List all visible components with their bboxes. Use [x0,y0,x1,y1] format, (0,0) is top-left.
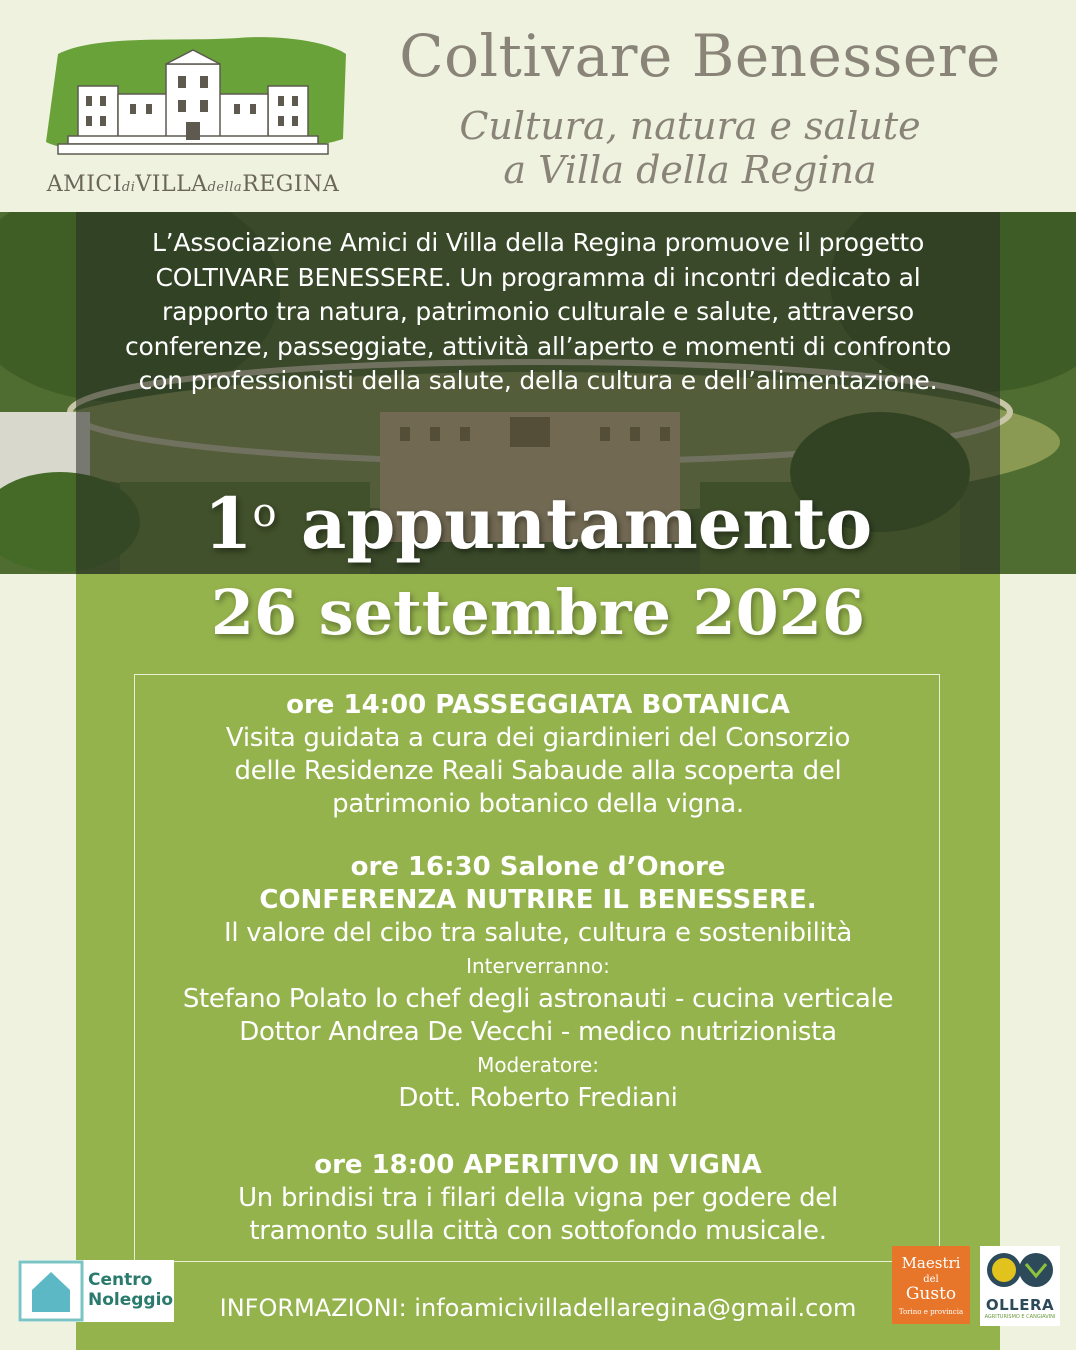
subtitle-line-2: a Villa della Regina [503,148,877,192]
event-line: Visita guidata a cura dei giardinieri del Consorzio [225,723,851,753]
logo-caption [38,172,348,197]
header [0,0,1076,210]
appointment-heading [76,482,1000,565]
maestri-line-2: del [923,1274,939,1285]
maestri-del-gusto-logo [892,1246,970,1324]
event-aperitivo [135,1149,941,1248]
ollera-logo [980,1246,1060,1326]
page-subtitle [380,104,1000,192]
logo-caption-regina: REGINA [242,172,340,197]
maestri-line-1: Maestri [901,1254,961,1272]
contact-info: INFORMAZIONI: infoamicivilladellaregina@gmail.com [219,1294,857,1322]
logo-caption-della: della [207,180,243,195]
speakers-label: Interverranno: [466,954,610,978]
subtitle-line-1: Cultura, natura e salute [459,104,921,148]
ollera-subtitle: AGRITURISMO E CANGIAVINI [984,1314,1056,1320]
appointment-ordinal: o [252,490,277,536]
amici-villa-regina-logo [38,24,348,202]
event-line: patrimonio botanico della vigna. [332,789,744,819]
speaker: Dottor Andrea De Vecchi - medico nutrizionista [239,1017,837,1047]
event-conference [135,851,941,1115]
ollera-emblem-icon [980,1246,1060,1296]
speaker: Stefano Polato lo chef degli astronauti - cucina verticale [182,984,894,1014]
logo-caption-villa: VILLA [135,172,208,197]
event-line: delle Residenze Reali Sabaude alla scoperta del [234,756,842,786]
programme-box [134,674,940,1262]
centro-line-2: Noleggio [88,1290,174,1310]
event-heading: ore 16:30 Salone d’Onore [350,852,726,882]
centro-line-1: Centro [88,1270,153,1290]
event-line: Il valore del cibo tra salute, cultura e sostenibilità [224,918,852,948]
event-botanical-walk [135,689,941,821]
appointment-label: appuntamento [300,482,873,565]
house-icon [18,1260,88,1322]
appointment-number: 1 [203,482,253,565]
moderator: Dott. Roberto Frediani [398,1083,678,1113]
event-heading: ore 18:00 APERITIVO IN VIGNA [314,1150,762,1180]
intro-line-1: L’Associazione Amici di Villa della Regina promuove il progetto [151,228,925,257]
intro-line-2: COLTIVARE BENESSERE. Un programma di incontri dedicato al [155,262,921,292]
moderator-label: Moderatore: [477,1053,599,1077]
event-line: Un brindisi tra i filari della vigna per godere del [238,1183,838,1213]
maestri-line-4: Torino e provincia [898,1308,964,1316]
intro-line-3: rapporto tra natura, patrimonio culturale e salute, attraverso [162,297,914,326]
intro-line-4: conferenze, passeggiate, attività all’aperto e momenti di confronto [124,331,952,361]
event-subheading: CONFERENZA NUTRIRE IL BENESSERE. [259,885,817,915]
logo-caption-di: di [121,180,136,195]
ollera-name: OLLERA [985,1296,1055,1314]
intro-paragraph [80,226,996,399]
villa-illustration-icon [38,24,348,174]
event-heading: ore 14:00 PASSEGGIATA BOTANICA [286,690,790,720]
event-line: tramonto sulla città con sottofondo musicale. [249,1216,827,1246]
appointment-date: 26 settembre 2026 [210,576,866,649]
maestri-line-3: Gusto [905,1284,957,1304]
page-title: Coltivare Benessere [399,22,1001,90]
logo-caption-amici: AMICI [46,172,122,197]
intro-line-5: con professionisti della salute, della cultura e dell’alimentazione. [138,366,938,395]
